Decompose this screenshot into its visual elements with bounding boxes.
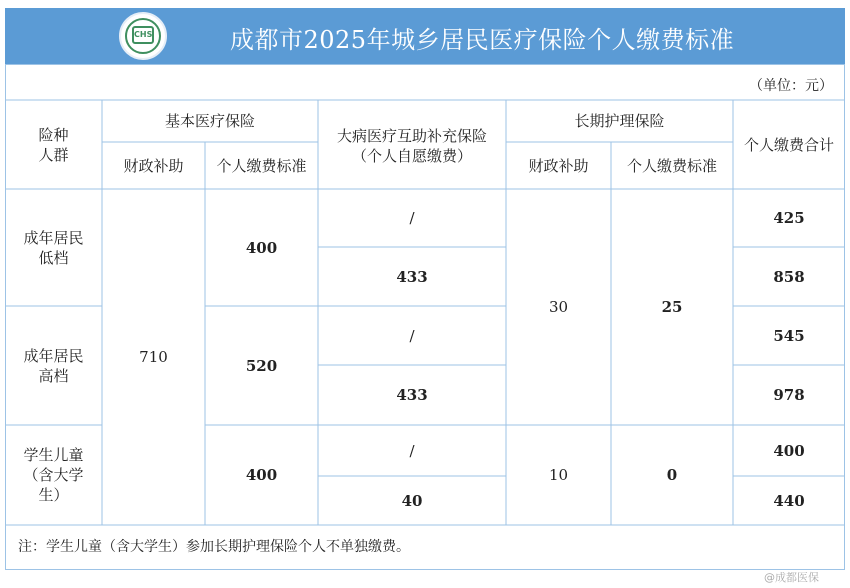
group-name-line: 生）	[38, 486, 69, 504]
ltc-personal-adult: 25	[661, 298, 683, 316]
total-adult-high-1: 545	[773, 326, 805, 345]
critical-adult-low-1: /	[409, 209, 415, 227]
critical-adult-low-2: 433	[396, 267, 428, 286]
group-name-student-child	[5, 425, 102, 525]
total-adult-high-2: 978	[773, 386, 805, 404]
critical-adult-high-2: 433	[396, 386, 428, 404]
group-name-adult-high	[5, 306, 102, 425]
critical-adult-high-1: /	[409, 326, 415, 345]
basic-personal-adult-high: 520	[245, 356, 278, 375]
header-ltc-personal: 个人缴费标准	[626, 156, 717, 175]
header-long-term-care: 长期护理保险	[574, 112, 665, 130]
title-bar	[5, 8, 845, 64]
basic-personal-adult-low: 400	[245, 238, 278, 257]
header-category	[5, 100, 102, 189]
header-basic-personal: 个人缴费标准	[216, 156, 307, 175]
header-basic-subsidy: 财政补助	[123, 156, 184, 175]
total-student-2: 440	[773, 491, 805, 510]
group-name-line: 成年居民	[23, 228, 84, 247]
basic-personal-student: 400	[245, 466, 278, 484]
total-student-1: 400	[773, 441, 805, 460]
ltc-subsidy-adult: 30	[548, 298, 569, 316]
header-basic-medical: 基本医疗保险	[164, 112, 255, 130]
group-name-line: 学生儿童	[23, 446, 84, 464]
logo-emblem: CHS	[132, 26, 154, 44]
header-critical-illness	[318, 100, 506, 189]
unit-label: （单位：元）	[749, 78, 833, 94]
watermark: @成都医保	[764, 571, 819, 584]
footnote: 注：学生儿童（含大学生）参加长期护理保险个人不单独缴费。	[18, 539, 410, 555]
group-name-adult-low	[5, 189, 102, 306]
total-adult-low-2: 858	[773, 267, 805, 286]
critical-student-1: /	[409, 441, 415, 460]
critical-student-2: 40	[401, 491, 423, 510]
header-critical-line1: 大病医疗互助补充保险	[336, 127, 487, 145]
header-critical-line2: （个人自愿缴费）	[351, 147, 472, 165]
basic-subsidy-all: 710	[139, 348, 168, 366]
medical-insurance-logo	[119, 12, 167, 60]
header-total: 个人缴费合计	[743, 135, 834, 154]
group-name-line: 高档	[38, 366, 69, 385]
header-category-line1: 险种	[38, 125, 69, 144]
group-name-line: （含大学	[23, 466, 84, 484]
page-title: 成都市2025年城乡居民医疗保险个人缴费标准	[230, 26, 735, 54]
group-name-line: 成年居民	[23, 346, 84, 365]
ltc-personal-student: 0	[666, 466, 678, 484]
total-adult-low-1: 425	[773, 209, 805, 227]
ltc-subsidy-student: 10	[548, 466, 569, 484]
header-ltc-subsidy: 财政补助	[528, 156, 589, 175]
unit-row	[5, 64, 845, 100]
group-name-line: 低档	[38, 248, 69, 267]
header-category-line2: 人群	[38, 145, 69, 164]
